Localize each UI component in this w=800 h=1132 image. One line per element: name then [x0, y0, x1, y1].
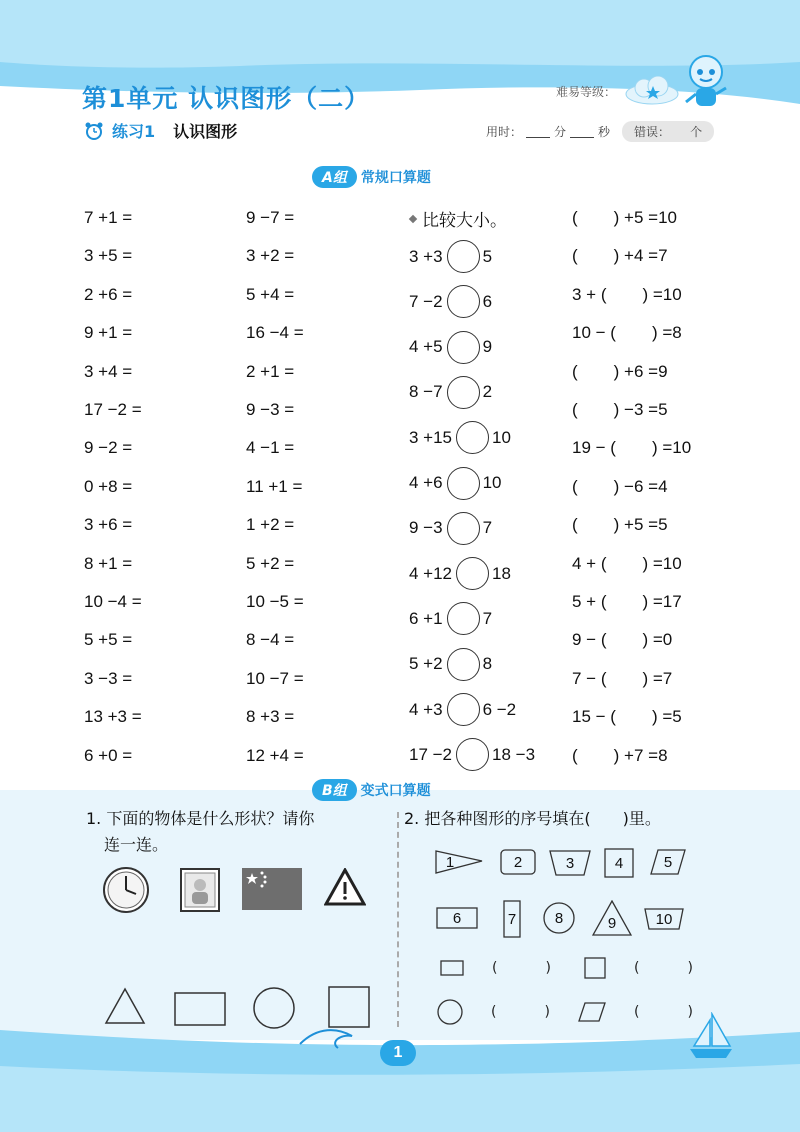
- shape-number: 2: [513, 853, 523, 871]
- fill-after: ) =10: [651, 438, 692, 458]
- paren-open: (: [634, 960, 640, 976]
- fill-before: (: [572, 246, 578, 266]
- compare-circle[interactable]: [456, 421, 489, 454]
- compare-right: 7: [482, 518, 493, 538]
- compare-row: [409, 285, 492, 318]
- compare-circle[interactable]: [447, 602, 480, 635]
- shape-number: 7: [507, 910, 517, 928]
- unit-title: 第1单元 认识图形（二）: [82, 84, 371, 113]
- equation[interactable]: 7 +1 =: [84, 208, 133, 227]
- fill-blank-row: [572, 515, 668, 535]
- equation[interactable]: 10 −4 =: [84, 592, 142, 611]
- compare-left: 3 +3: [409, 246, 443, 266]
- equation[interactable]: 8 +1 =: [84, 553, 133, 573]
- fill-after: ) =0: [642, 630, 673, 650]
- cloud-star-icon: [622, 76, 682, 106]
- fill-blank-row: [572, 630, 672, 650]
- compare-circle[interactable]: [456, 738, 489, 771]
- difficulty-rating: [556, 76, 682, 106]
- compare-left: 3 +15: [409, 427, 453, 447]
- group-b-banner: [312, 779, 431, 801]
- equation[interactable]: 9 −3 =: [246, 400, 295, 419]
- equation[interactable]: 9 +1 =: [84, 323, 133, 343]
- errors-label: 错误：: [634, 125, 671, 139]
- compare-left: 17 −2: [409, 744, 453, 764]
- equation[interactable]: 3 −3 =: [84, 668, 133, 688]
- paren-open: (: [491, 1004, 497, 1020]
- fill-blank-row: [572, 323, 682, 343]
- fill-blank-row: [572, 362, 668, 382]
- fill-after: ) +5 =10: [613, 208, 677, 227]
- compare-row: [409, 421, 511, 454]
- shape-option-5[interactable]: [650, 849, 686, 875]
- compare-row: [409, 376, 492, 409]
- group-a-banner: [312, 166, 431, 188]
- equation[interactable]: 2 +1 =: [246, 361, 295, 381]
- compare-title: 比较大小。: [422, 211, 507, 231]
- fill-blank-row: [572, 477, 668, 497]
- equation[interactable]: 10 −7 =: [246, 668, 304, 688]
- equation[interactable]: 3 +6 =: [84, 515, 133, 535]
- compare-circle[interactable]: [447, 648, 480, 681]
- fill-after: ) −3 =5: [613, 400, 668, 419]
- equation[interactable]: 5 +4 =: [246, 284, 295, 304]
- fill-after: ) =7: [642, 668, 673, 688]
- shape-number: 4: [614, 854, 624, 872]
- page-number: 1: [380, 1040, 416, 1066]
- warning-sign-object-icon[interactable]: [324, 868, 366, 906]
- fill-before: (: [572, 361, 578, 381]
- alarm-clock-icon: [84, 121, 104, 141]
- fill-before: 10 − (: [572, 323, 616, 343]
- compare-left: 4 +5: [409, 337, 443, 357]
- compare-right: 10: [482, 473, 502, 492]
- answer-square-row: [584, 957, 693, 979]
- fill-before: 5 + (: [572, 592, 607, 611]
- answer-circle-row: [437, 999, 550, 1025]
- shape-number: 5: [663, 853, 673, 871]
- equation[interactable]: 11 +1 =: [246, 476, 303, 496]
- compare-right: 9: [482, 337, 493, 357]
- circle-shape[interactable]: [252, 986, 296, 1030]
- fill-blank-row: [572, 707, 682, 727]
- equation[interactable]: 4 −1 =: [246, 438, 295, 458]
- paren-close[interactable]: ): [687, 960, 693, 976]
- fill-blank-row: [572, 246, 668, 266]
- fill-before: (: [572, 476, 578, 496]
- shape-number: 10: [655, 910, 673, 928]
- equation[interactable]: 9 −7 =: [246, 208, 295, 227]
- equation[interactable]: 3 +2 =: [246, 246, 295, 266]
- fill-before: (: [572, 745, 578, 765]
- compare-heading: [410, 206, 507, 231]
- compare-row: [409, 738, 535, 771]
- compare-row: [409, 557, 511, 590]
- errors-box: [622, 121, 714, 142]
- equation[interactable]: 0 +8 =: [84, 476, 133, 496]
- compare-row: [409, 648, 492, 681]
- fill-blank-row: [572, 285, 682, 305]
- fill-after: ) =10: [642, 553, 682, 573]
- equation[interactable]: 5 +2 =: [246, 553, 295, 573]
- fill-before: 4 + (: [572, 553, 607, 573]
- compare-row: [409, 331, 492, 364]
- compare-row: [409, 602, 492, 635]
- compare-left: 5 +2: [409, 654, 443, 674]
- equation[interactable]: 12 +4 =: [246, 745, 304, 765]
- wedge-shape: [434, 849, 484, 875]
- diamond-bullet-icon: [409, 214, 417, 222]
- equation[interactable]: 10 −5 =: [246, 592, 304, 611]
- triangle-shape[interactable]: [104, 986, 146, 1026]
- compare-left: 7 −2: [409, 291, 443, 311]
- shape-number: 8: [554, 909, 564, 927]
- fill-blank-row: [572, 746, 668, 766]
- question-1: [86, 806, 314, 858]
- shape-number: 3: [565, 854, 575, 872]
- equation[interactable]: 5 +5 =: [84, 630, 133, 650]
- equation[interactable]: 9 −2 =: [84, 438, 133, 458]
- time-label: 用时：: [486, 125, 523, 139]
- equation[interactable]: 6 +0 =: [84, 745, 133, 765]
- paren-close[interactable]: ): [544, 1004, 550, 1020]
- shape-option-9[interactable]: [592, 900, 632, 936]
- paren-open: (: [634, 1004, 640, 1020]
- exercise-heading: [84, 119, 237, 142]
- compare-circle[interactable]: [447, 285, 480, 318]
- equation[interactable]: 17 −2 =: [84, 400, 142, 419]
- equation[interactable]: 13 +3 =: [84, 707, 142, 727]
- second-label: 秒: [598, 125, 611, 139]
- compare-right: 7: [482, 608, 493, 628]
- fill-blank-row: [572, 554, 682, 574]
- compare-right: 2: [482, 382, 493, 402]
- fill-after: ) =8: [651, 323, 682, 343]
- flag-object-icon[interactable]: [242, 868, 302, 910]
- clock-object-icon[interactable]: [102, 866, 150, 914]
- fill-before: 3 + (: [572, 284, 607, 304]
- compare-left: 8 −7: [409, 382, 443, 402]
- exercise-name: 认识图形: [173, 122, 238, 141]
- fill-after: ) =17: [642, 592, 682, 611]
- group-a-title: 常规口算题: [360, 170, 431, 186]
- fill-after: ) +7 =8: [613, 745, 668, 765]
- compare-right: 5: [482, 246, 493, 266]
- shape-number: 6: [452, 909, 462, 927]
- minute-blank[interactable]: [526, 126, 550, 138]
- group-b-title: 变式口算题: [360, 783, 431, 799]
- fill-before: 15 − (: [572, 707, 616, 727]
- compare-left: 4 +6: [409, 473, 443, 492]
- compare-circle[interactable]: [447, 240, 480, 273]
- equation[interactable]: 8 −4 =: [246, 630, 295, 650]
- question-1-line-1: 1. 下面的物体是什么形状？请你: [86, 809, 315, 828]
- answer-parallelogram-row: [578, 1002, 693, 1022]
- compare-left: 4 +3: [409, 699, 443, 719]
- compare-left: 4 +12: [409, 563, 453, 583]
- compare-circle[interactable]: [447, 376, 480, 409]
- fill-blank-row: [572, 669, 672, 689]
- exercise-number: 练习1: [112, 122, 156, 141]
- fill-after: ) =10: [642, 284, 682, 304]
- fill-after: ) −6 =4: [613, 476, 668, 496]
- compare-right: 6 −2: [482, 699, 517, 719]
- fill-after: ) +5 =5: [613, 515, 668, 535]
- question-2: 2. 把各种图形的序号填在( )里。: [404, 809, 661, 828]
- photo-frame-object-icon[interactable]: [180, 868, 220, 912]
- group-b-badge: B组: [312, 779, 357, 801]
- equation[interactable]: 3 +5 =: [84, 246, 133, 266]
- shape-option-8[interactable]: [543, 902, 575, 934]
- compare-circle[interactable]: [456, 557, 489, 590]
- compare-circle[interactable]: [447, 693, 480, 726]
- fill-before: 19 − (: [572, 438, 616, 458]
- shape-option-2[interactable]: [500, 849, 536, 875]
- square-icon: [584, 957, 606, 979]
- compare-right: 18 −3: [492, 744, 536, 764]
- compare-circle[interactable]: [447, 331, 480, 364]
- shape-option-3[interactable]: [548, 849, 592, 877]
- fill-before: (: [572, 515, 578, 535]
- fill-before: (: [572, 400, 578, 419]
- time-record: [486, 121, 714, 142]
- compare-right: 8: [482, 654, 493, 674]
- fill-blank-row: [572, 208, 677, 228]
- compare-row: [409, 240, 492, 273]
- answer-rectangle-row: [440, 960, 551, 976]
- equation[interactable]: 2 +6 =: [84, 284, 133, 304]
- group-a-badge: A组: [312, 166, 357, 188]
- shape-option-1[interactable]: [434, 849, 484, 875]
- shape-option-6[interactable]: [436, 907, 478, 929]
- fill-before: (: [572, 208, 578, 227]
- rectangle-shape[interactable]: [174, 992, 226, 1026]
- second-blank[interactable]: [570, 126, 594, 138]
- shape-option-7[interactable]: [503, 900, 521, 938]
- equation[interactable]: 8 +3 =: [246, 707, 295, 727]
- compare-circle[interactable]: [447, 512, 480, 545]
- compare-row: [409, 693, 516, 726]
- compare-left: 9 −3: [409, 518, 443, 538]
- shape-number: 9: [607, 914, 617, 932]
- shape-option-4[interactable]: [604, 848, 634, 878]
- sailboat-icon: [686, 1012, 736, 1062]
- mascot-icon: [678, 52, 734, 114]
- minute-label: 分: [554, 125, 567, 139]
- shape-option-10[interactable]: [644, 907, 684, 931]
- difficulty-label: 难易等级：: [556, 84, 617, 99]
- compare-right: 10: [492, 427, 511, 447]
- compare-left: 6 +1: [409, 608, 443, 628]
- rectangle-icon: [440, 960, 464, 976]
- fill-before: 7 − (: [572, 668, 607, 688]
- fill-before: 9 − (: [572, 630, 607, 650]
- equation[interactable]: 16 −4 =: [246, 323, 304, 343]
- compare-row: [409, 512, 492, 545]
- paren-open: (: [492, 960, 498, 976]
- question-1-line-2: 连一连。: [104, 835, 169, 854]
- section-divider: [397, 812, 399, 1027]
- compare-right: 18: [492, 563, 511, 583]
- circle-icon: [437, 999, 463, 1025]
- shape-number: 1: [445, 853, 455, 871]
- fill-blank-row: [572, 400, 668, 420]
- errors-unit: 个: [690, 125, 703, 139]
- fill-blank-row: [572, 592, 682, 612]
- fill-blank-row: [572, 438, 691, 458]
- paren-close[interactable]: ): [545, 960, 551, 976]
- parallelogram-icon: [578, 1002, 606, 1022]
- fill-after: ) =5: [651, 707, 682, 727]
- compare-circle[interactable]: [447, 467, 480, 500]
- fill-after: ) +6 =9: [613, 361, 668, 381]
- square-shape[interactable]: [328, 986, 370, 1028]
- equation[interactable]: 3 +4 =: [84, 361, 133, 381]
- compare-right: 6: [482, 291, 493, 311]
- equation[interactable]: 1 +2 =: [246, 515, 295, 535]
- paren-close[interactable]: ): [687, 1004, 693, 1020]
- fill-after: ) +4 =7: [613, 246, 668, 266]
- compare-row: [409, 467, 501, 500]
